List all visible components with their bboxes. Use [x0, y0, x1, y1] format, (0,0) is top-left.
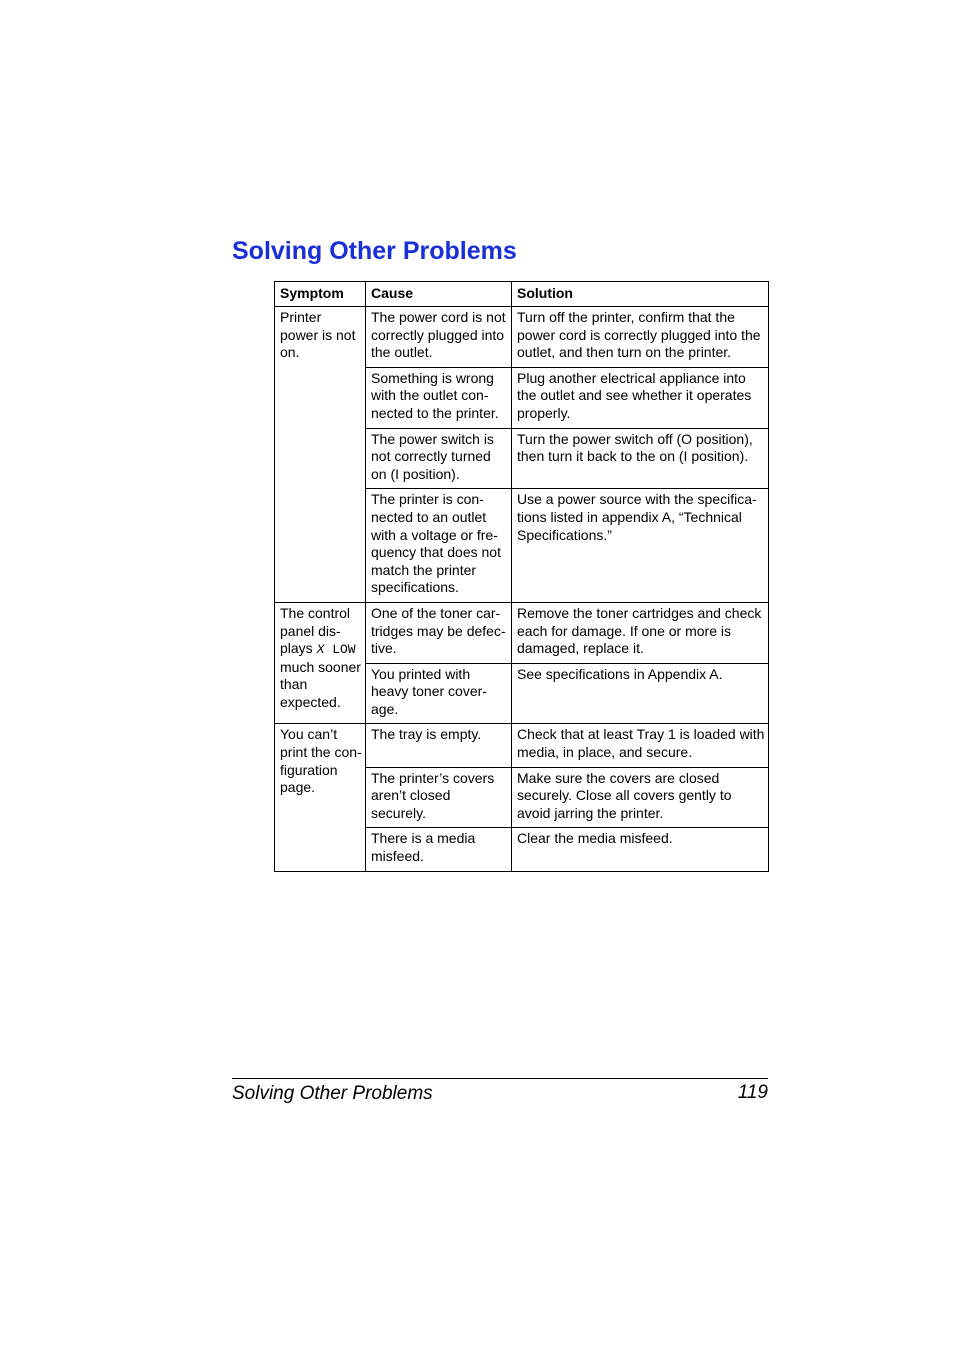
footer-title: Solving Other Problems [232, 1083, 433, 1104]
header-cause: Cause [366, 282, 512, 307]
table-row [275, 724, 769, 767]
solution-cell: Check that at least Tray 1 is loaded with media, in place, and secure. [512, 724, 769, 767]
table-row [275, 307, 769, 368]
cause-cell: You printed with heavy toner cover-age. [366, 663, 512, 724]
page-number: 119 [737, 1082, 768, 1103]
solution-cell: Clear the media misfeed. [512, 828, 769, 871]
header-solution: Solution [512, 282, 769, 307]
troubleshooting-table [274, 281, 769, 872]
footer-divider [232, 1078, 768, 1079]
symptom-text-after: much sooner than expected. [280, 658, 361, 710]
cause-cell: Something is wrong with the outlet con-nected to the printer. [366, 367, 512, 428]
solution-cell: Remove the toner cartridges and check each for damage. If one or more is damaged, replace it. [512, 602, 769, 663]
cause-cell: The power switch is not correctly turned on (I position). [366, 428, 512, 489]
cause-cell: The printer’s covers aren’t closed securely. [366, 767, 512, 828]
symptom-cell: You can’t print the con-figuration page. [275, 724, 366, 871]
cause-cell: There is a media misfeed. [366, 828, 512, 871]
cause-cell: The power cord is not correctly plugged into the outlet. [366, 307, 512, 368]
solution-cell: See specifications in Appendix A. [512, 663, 769, 724]
table-row [275, 602, 769, 663]
table-header-row [275, 282, 769, 307]
symptom-cell: Printer power is not on. [275, 307, 366, 603]
cause-cell: One of the toner car-tridges may be defec-tive. [366, 602, 512, 663]
symptom-cell [275, 602, 366, 724]
solution-cell: Plug another electrical appliance into the outlet and see whether it operates properly. [512, 367, 769, 428]
page-title: Solving Other Problems [232, 237, 517, 265]
header-symptom: Symptom [275, 282, 366, 307]
solution-cell: Turn the power switch off (O position), then turn it back to the on (I position). [512, 428, 769, 489]
cause-cell: The tray is empty. [366, 724, 512, 767]
message-code-variable: X [316, 642, 325, 658]
solution-cell: Make sure the covers are closed securely. Close all covers gently to avoid jarring the printer. [512, 767, 769, 828]
message-code: LOW [332, 642, 356, 658]
cause-cell: The printer is con-nected to an outlet with a voltage or fre-quency that does not match the printer specifications. [366, 489, 512, 603]
solution-cell: Turn off the printer, confirm that the power cord is correctly plugged into the outlet, and then turn on the printer. [512, 307, 769, 368]
symptom-text-before: The control panel dis-plays [280, 604, 351, 657]
solution-cell: Use a power source with the specifica-tions listed in appendix A, “Technical Specifications.” [512, 489, 769, 603]
